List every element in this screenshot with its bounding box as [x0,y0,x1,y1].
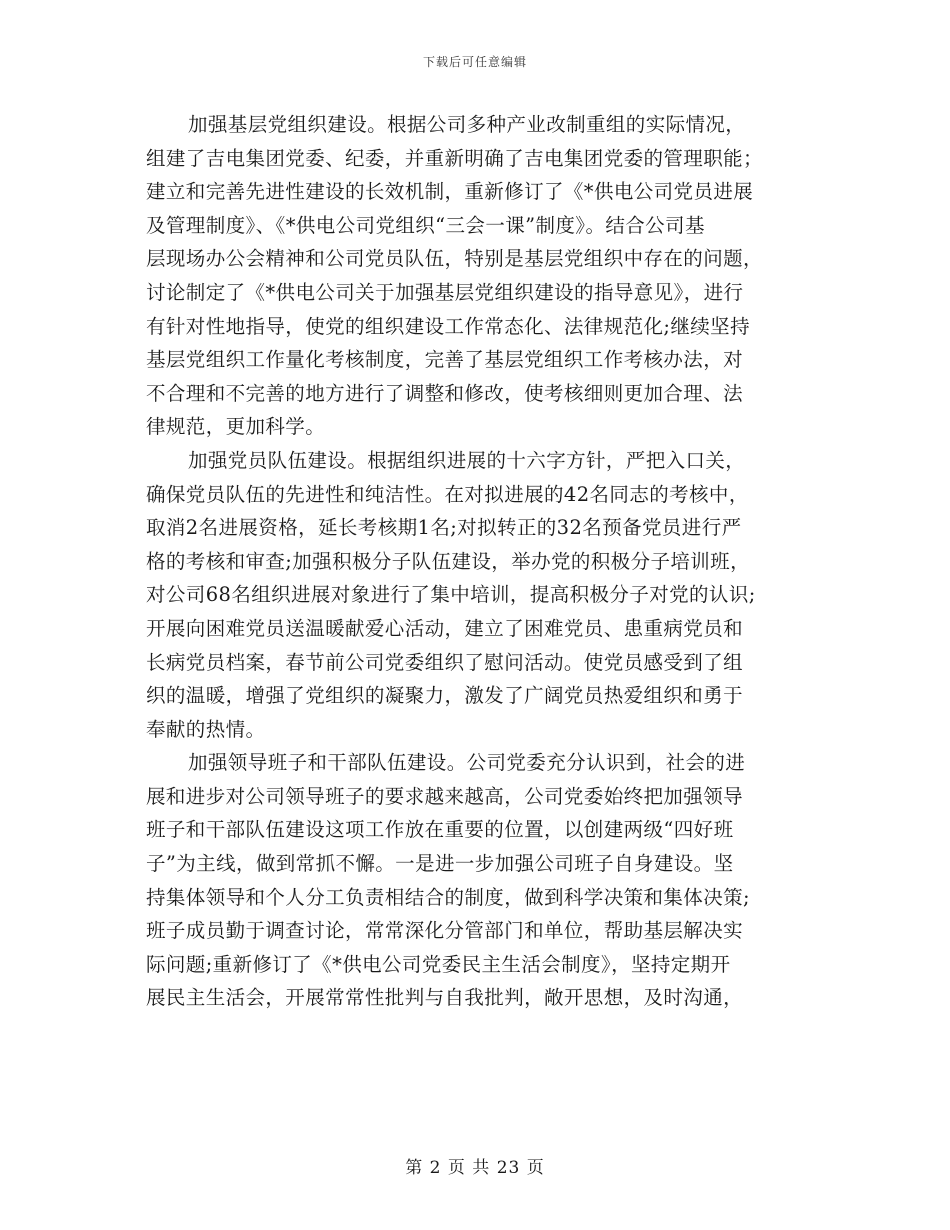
text-line: 长病党员档案，春节前公司党委组织了慰问活动。使党员感受到了组 [146,650,744,674]
text-line: 及管理制度》、《*供电公司党组织“三会一课”制度》。结合公司基 [146,213,705,237]
text-line: 格的考核和审查;加强积极分子队伍建设，举办党的积极分子培训班， [146,549,750,573]
document-body [146,108,810,1015]
text-line: 织的温暖，增强了党组织的凝聚力，激发了广阔党员热爱组织和勇于 [146,684,744,708]
text-line: 班子成员勤于调查讨论，常常深化分管部门和单位，帮助基层解决实 [146,919,744,943]
page-number-label: 第 2 页 共 23 页 [405,1158,545,1178]
text-line: 取消2名进展资格，延长考核期1名;对拟转正的32名预备党员进行严 [146,516,742,540]
text-line: 展民主生活会，开展常常性批判与自我批判，敞开思想，及时沟通， [146,986,744,1010]
text-line: 组建了吉电集团党委、纪委，并重新明确了吉电集团党委的管理职能； [146,146,763,170]
text-line: 加强基层党组织建设。根据公司多种产业改制重组的实际情况， [188,113,746,136]
text-line: 律规范，更加科学。 [146,415,326,439]
text-line: 加强党员队伍建设。根据组织进展的十六字方针，严把入口关， [188,448,746,472]
text-line: 对公司68名组织进展对象进行了集中培训，提高积极分子对党的认识; [146,583,756,607]
page-number [0,1153,950,1178]
paragraph-party-members [146,444,810,746]
text-line: 层现场办公会精神和公司党员队伍，特别是基层党组织中存在的问题， [146,247,763,271]
text-line: 际问题;重新修订了《*供电公司党委民主生活会制度》，坚持定期开 [146,952,731,976]
paragraph-party-organization [146,108,810,444]
text-line: 子”为主线，做到常抓不懈。一是进一步加强公司班子自身建设。坚 [146,852,734,876]
text-line: 基层党组织工作量化考核制度，完善了基层党组织工作考核办法，对 [146,348,744,372]
text-line: 班子和干部队伍建设这项工作放在重要的位置，以创建两级“四好班 [146,818,734,842]
text-line: 奉献的热情。 [146,717,266,741]
header-note: 下载后可任意编辑 [422,55,527,69]
text-line: 建立和完善先进性建设的长效机制，重新修订了《*供电公司党员进展 [146,180,754,204]
text-line: 有针对性地指导，使党的组织建设工作常态化、法律规范化;继续坚持 [146,314,750,338]
text-line: 讨论制定了《*供电公司关于加强基层党组织建设的指导意见》，进行 [146,280,744,304]
text-line: 确保党员队伍的先进性和纯洁性。在对拟进展的42名同志的考核中， [146,482,749,506]
text-line: 展和进步对公司领导班子的要求越来越高，公司党委始终把加强领导 [146,784,744,808]
paragraph-leadership [146,746,810,1015]
text-line: 不合理和不完善的地方进行了调整和修改，使考核细则更加合理、法 [146,381,744,405]
text-line: 加强领导班子和干部队伍建设。公司党委充分认识到，社会的进 [188,751,746,775]
text-line: 开展向困难党员送温暖献爱心活动，建立了困难党员、患重病党员和 [146,616,744,640]
text-line: 持集体领导和个人分工负责相结合的制度，做到科学决策和集体决策; [146,885,750,909]
